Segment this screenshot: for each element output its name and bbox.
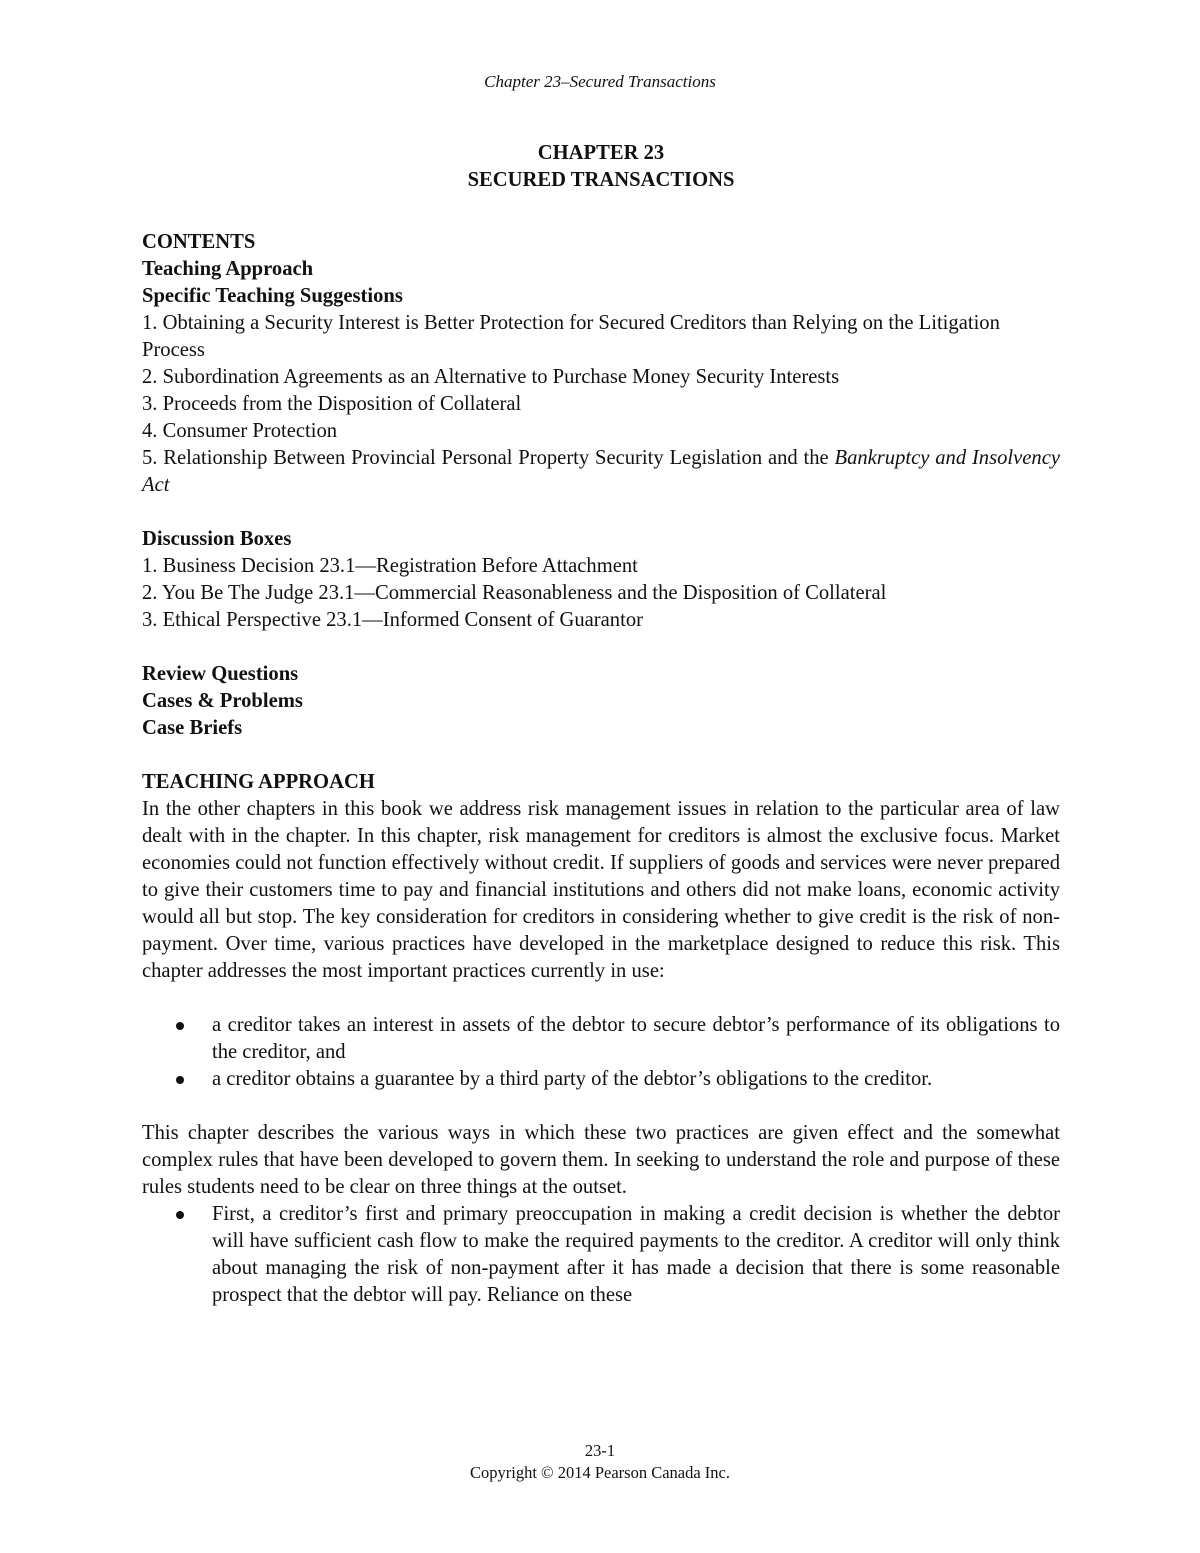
contents-heading: CONTENTS [142, 231, 256, 253]
page-content [142, 140, 1060, 1309]
outset-list [142, 1201, 1060, 1309]
practices-list [142, 1012, 1060, 1093]
contents-item-5 [142, 445, 1060, 499]
teaching-paragraph-2: This chapter describes the various ways in which these two practices are given effect and the somewhat complex rules that have been developed to govern them. In seeking to understand the role and purpose of these rules students need to be clear on three things at the outset. [142, 1122, 1060, 1198]
bullet-icon [176, 1076, 184, 1084]
spacer [142, 499, 1060, 526]
chapter-number: CHAPTER 23 [537, 142, 665, 164]
page-footer [0, 1440, 1200, 1484]
teaching-approach-heading: TEACHING APPROACH [142, 771, 375, 793]
spacer [142, 194, 1060, 221]
contents-specific-heading: Specific Teaching Suggestions [142, 285, 403, 307]
discussion-item: 3. Ethical Perspective 23.1—Informed Consent of Guarantor [142, 609, 643, 631]
list-item [142, 1012, 1060, 1066]
spacer [142, 742, 1060, 769]
running-head: Chapter 23–Secured Transactions [484, 72, 716, 91]
list-item-text: a creditor takes an interest in assets of the debtor to secure debtor’s performance of its obligations to the creditor, and [212, 1014, 1060, 1063]
list-item-text: a creditor obtains a guarantee by a third party of the debtor’s obligations to the creditor. [212, 1068, 933, 1090]
spacer [142, 985, 1060, 1012]
bullet-icon [176, 1022, 184, 1030]
list-item [142, 1201, 1060, 1309]
spacer [142, 634, 1060, 661]
discussion-heading: Discussion Boxes [142, 528, 292, 550]
discussion-item: 2. You Be The Judge 23.1—Commercial Reasonableness and the Disposition of Collateral [142, 582, 887, 604]
chapter-title: SECURED TRANSACTIONS [467, 169, 735, 191]
list-item [142, 1066, 1060, 1093]
bullet-icon [176, 1211, 184, 1219]
contents-item: 3. Proceeds from the Disposition of Collateral [142, 393, 522, 415]
spacer [142, 1093, 1060, 1120]
discussion-item: 1. Business Decision 23.1—Registration Before Attachment [142, 555, 638, 577]
contents-item: 1. Obtaining a Security Interest is Better Protection for Secured Creditors than Relying on the Litigation Process [142, 312, 1000, 361]
contents-item: 4. Consumer Protection [142, 420, 338, 442]
contents-item-5-act: Bankruptcy and Insolvency Act [142, 447, 1060, 496]
copyright-notice: Copyright © 2014 Pearson Canada Inc. [470, 1463, 730, 1482]
page-number: 23-1 [584, 1441, 616, 1460]
cases-problems-heading: Cases & Problems [142, 690, 303, 712]
contents-item: 2. Subordination Agreements as an Alternative to Purchase Money Security Interests [142, 366, 840, 388]
teaching-paragraph-1: In the other chapters in this book we address risk management issues in relation to the particular area of law dealt with in the chapter. In this chapter, risk management for creditors is almost the exclusive focus. Market economies could not function effectively without credit. If suppliers of goods and services were never prepared to give their customers time to pay and financial institutions and others did not make loans, economic activity would all but stop. The key consideration for creditors in considering whether to give credit is the risk of non-payment. Over time, various practices have developed in the marketplace designed to reduce this risk. This chapter addresses the most important practices currently in use: [142, 798, 1060, 982]
list-item-text: First, a creditor’s first and primary preoccupation in making a credit decision is whether the debtor will have sufficient cash flow to make the required payments to the creditor. A creditor will only think about managing the risk of non-payment after it has made a decision that there is some reasonable prospect that the debtor will pay. Reliance on these [212, 1203, 1060, 1306]
spacer [142, 221, 1060, 229]
contents-item-5-text: 5. Relationship Between Provincial Personal Property Security Legislation and the [142, 447, 835, 469]
review-questions-heading: Review Questions [142, 663, 299, 685]
contents-teaching-approach: Teaching Approach [142, 258, 314, 280]
case-briefs-heading: Case Briefs [142, 717, 243, 739]
